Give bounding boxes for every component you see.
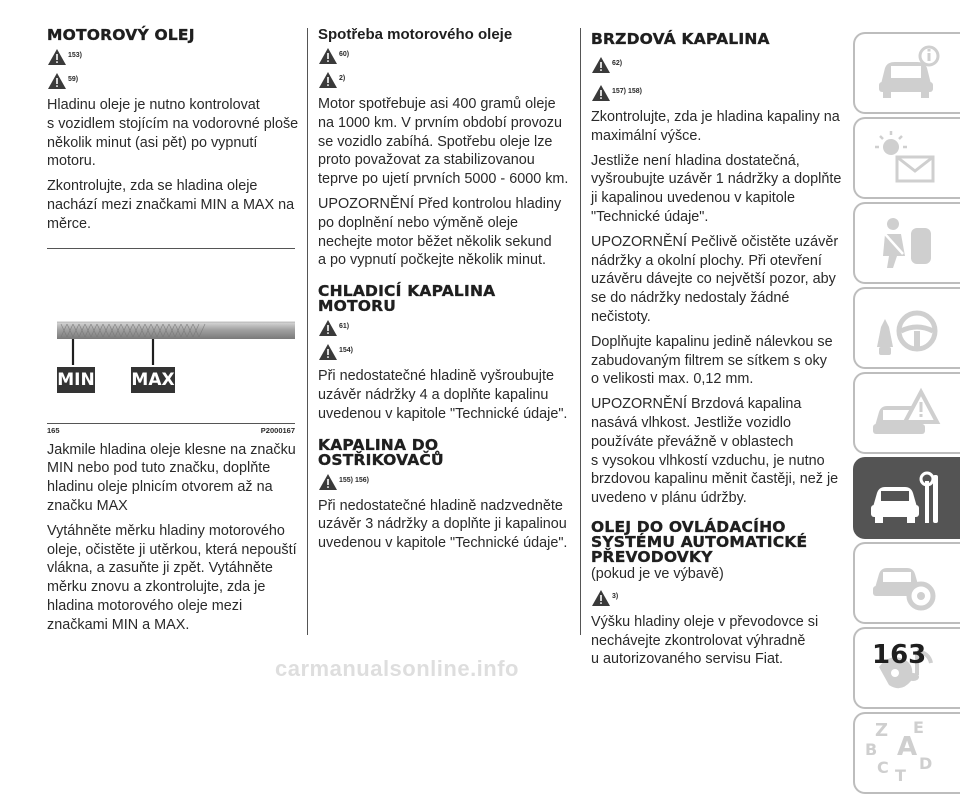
tab-technical-data[interactable] — [853, 542, 960, 624]
warning-ref-number: 59) — [68, 76, 79, 83]
column-engine-oil — [47, 26, 299, 635]
warning-ref-number: 155) 156) — [339, 476, 369, 484]
column-divider-2 — [580, 28, 581, 635]
warning-ref — [318, 318, 570, 340]
warning-ref — [591, 83, 841, 105]
figure-caption — [47, 423, 295, 435]
min-marker-label: MIN — [57, 367, 95, 393]
warning-triangle-icon — [318, 47, 338, 65]
warning-ref-number: 62) — [612, 60, 623, 67]
warning-ref — [318, 342, 570, 364]
warning-ref-number: 2) — [339, 75, 346, 82]
index-letter: C — [877, 758, 889, 777]
safety-icon — [871, 212, 941, 274]
index-letter: E — [913, 718, 924, 737]
paragraph: Jakmile hladina oleje klesne na značku MIN nebo pod tuto značku, doplňte hladinu oleje plnicím otvorem až na značku MAX — [47, 441, 296, 514]
page-number: 163 — [872, 640, 927, 670]
warning-ref-number: 60) — [339, 51, 350, 58]
warning-ref — [47, 47, 295, 69]
tab-vehicle-info[interactable] — [853, 32, 960, 114]
max-marker-label: MAX — [131, 367, 175, 393]
technical-data-icon — [871, 552, 941, 614]
warning-triangle-icon — [318, 71, 338, 89]
section-title-coolant: CHLADICÍ KAPALINA MOTORU — [318, 282, 496, 316]
paragraph: Jestliže není hladina dostatečná, vyšroubujte uzávěr 1 nádržky a doplňte ji kapalinou uvedenou v kapitole "Technické údaje". — [591, 152, 842, 225]
section-title-brake-fluid: BRZDOVÁ KAPALINA — [591, 30, 770, 48]
watermark: carmanualsonline.info — [275, 656, 519, 681]
paragraph: Motor spotřebuje asi 400 gramů oleje na 1000 km. V prvním období provozu se vozidlo zabíhá. Spotřebu oleje lze proto považovat za stabilizovanou teprve po ujetí prvních 5000 - 6000 km. — [318, 96, 569, 188]
column-oil-consumption — [318, 28, 570, 553]
column-divider-1 — [307, 28, 308, 635]
index-letter: Z — [875, 720, 889, 741]
warning-triangle-icon — [318, 319, 338, 337]
paragraph: UPOZORNĚNÍ Před kontrolou hladiny po doplnění nebo výměně oleje nechejte motor běžet několik sekund a po vypnutí počkejte několik minut. — [318, 195, 562, 269]
section-title-oil-consumption: Spotřeba motorového oleje — [318, 26, 513, 43]
warning-ref — [591, 588, 841, 610]
warning-triangle-icon — [318, 343, 338, 361]
warning-ref — [318, 46, 570, 68]
subtitle-if-equipped: (pokud je ve výbavě) — [591, 565, 724, 582]
warning-ref — [591, 55, 841, 77]
tab-warning-lights[interactable] — [853, 117, 960, 199]
section-title-engine-oil: MOTOROVÝ OLEJ — [47, 26, 195, 44]
paragraph: Zkontrolujte, zda je hladina kapaliny na maximální výšce. — [591, 109, 840, 144]
figure-code: P2000167 — [260, 425, 295, 435]
warning-triangle-icon — [591, 84, 611, 102]
paragraph: UPOZORNĚNÍ Pečlivě očistěte uzávěr nádržky a okolní plochy. Při otevření uzávěru dávejte co největší pozor, aby se do nádržky nedostaly žádné nečistoty. — [591, 233, 839, 325]
figure-number: 165 — [47, 425, 60, 435]
warning-ref-number: 3) — [612, 592, 619, 600]
warning-ref-number: 153) — [68, 52, 83, 59]
car-info-icon — [871, 42, 941, 104]
index-letter: D — [919, 754, 933, 773]
paragraph: Při nedostatečné hladině nadzvedněte uzávěr 3 nádržky a doplňte ji kapalinou uvedenou v kapitole "Technické údaje". — [318, 497, 568, 552]
tab-index[interactable] — [853, 712, 960, 794]
paragraph: Při nedostatečné hladině vyšroubujte uzávěr nádržky 4 a doplňte kapalinu uvedenou v kapitole "Technické údaje". — [318, 368, 568, 422]
index-letter: B — [865, 740, 878, 759]
warning-ref — [318, 70, 570, 92]
warning-triangle-icon — [591, 589, 611, 607]
paragraph: Doplňujte kapalinu jedině nálevkou se zabudovaným filtrem se sítkem s oky o velikosti max. 0,12 mm. — [591, 333, 833, 388]
figure-dipstick — [47, 248, 295, 433]
emergency-icon — [871, 382, 941, 444]
paragraph: UPOZORNĚNÍ Brzdová kapalina nasává vlhkost. Jestliže vozidlo používáte převážně v oblastech s vysokou vlhkostí vzduchu, je nutno brzdovou kapalinu měnit častěji, než je uvedeno v plánu údržby. — [591, 396, 839, 507]
warning-ref — [318, 472, 570, 494]
tab-emergency[interactable] — [853, 372, 960, 454]
paragraph: Výšku hladiny oleje v převodovce si nechávejte zkontrolovat výhradně u autorizovaného servisu Fiat. — [591, 613, 819, 668]
section-title-washer-fluid: KAPALINA DO OSTŘIKOVAČŮ — [318, 435, 444, 469]
warning-ref-number: 154) — [339, 347, 354, 355]
paragraph: Vytáhněte měrku hladiny motorového oleje, očistěte ji utěrkou, která nepouští vlákna, a zasuňte ji zpět. Vytáhněte měrku znovu a zkontrolujte, zda je hladina motorového oleje mezi značkami MIN a MAX. — [47, 522, 297, 633]
warning-ref — [47, 71, 295, 93]
tab-starting-driving[interactable] — [853, 287, 960, 369]
chapter-tabs — [853, 32, 960, 797]
tab-safety[interactable] — [853, 202, 960, 284]
paragraph: Zkontrolujte, zda se hladina oleje nachází mezi značkami MIN a MAX na měrce. — [47, 178, 295, 232]
warning-triangle-icon — [47, 72, 67, 90]
tab-maintenance[interactable] — [853, 457, 960, 539]
index-letter: T — [895, 766, 906, 785]
warning-lights-icon — [871, 127, 941, 189]
section-title-transmission-oil: OLEJ DO OVLÁDACÍHO SYSTÉMU AUTOMATICKÉ PŘEVODOVKY — [591, 517, 808, 566]
warning-ref-number: 61) — [339, 323, 350, 331]
index-letter: A — [897, 732, 918, 762]
dipstick-illustration — [47, 249, 295, 421]
maintenance-icon — [871, 467, 941, 529]
paragraph: Hladinu oleje je nutno kontrolovat s vozidlem stojícím na vodorovné ploše několik minut (asi pět) po vypnutí motoru. — [47, 97, 299, 170]
warning-ref-number: 157) 158) — [612, 88, 642, 95]
warning-triangle-icon — [591, 56, 611, 74]
column-brake-fluid — [591, 28, 841, 669]
starting-driving-icon — [871, 297, 941, 359]
warning-triangle-icon — [47, 48, 67, 66]
warning-triangle-icon — [318, 473, 338, 491]
